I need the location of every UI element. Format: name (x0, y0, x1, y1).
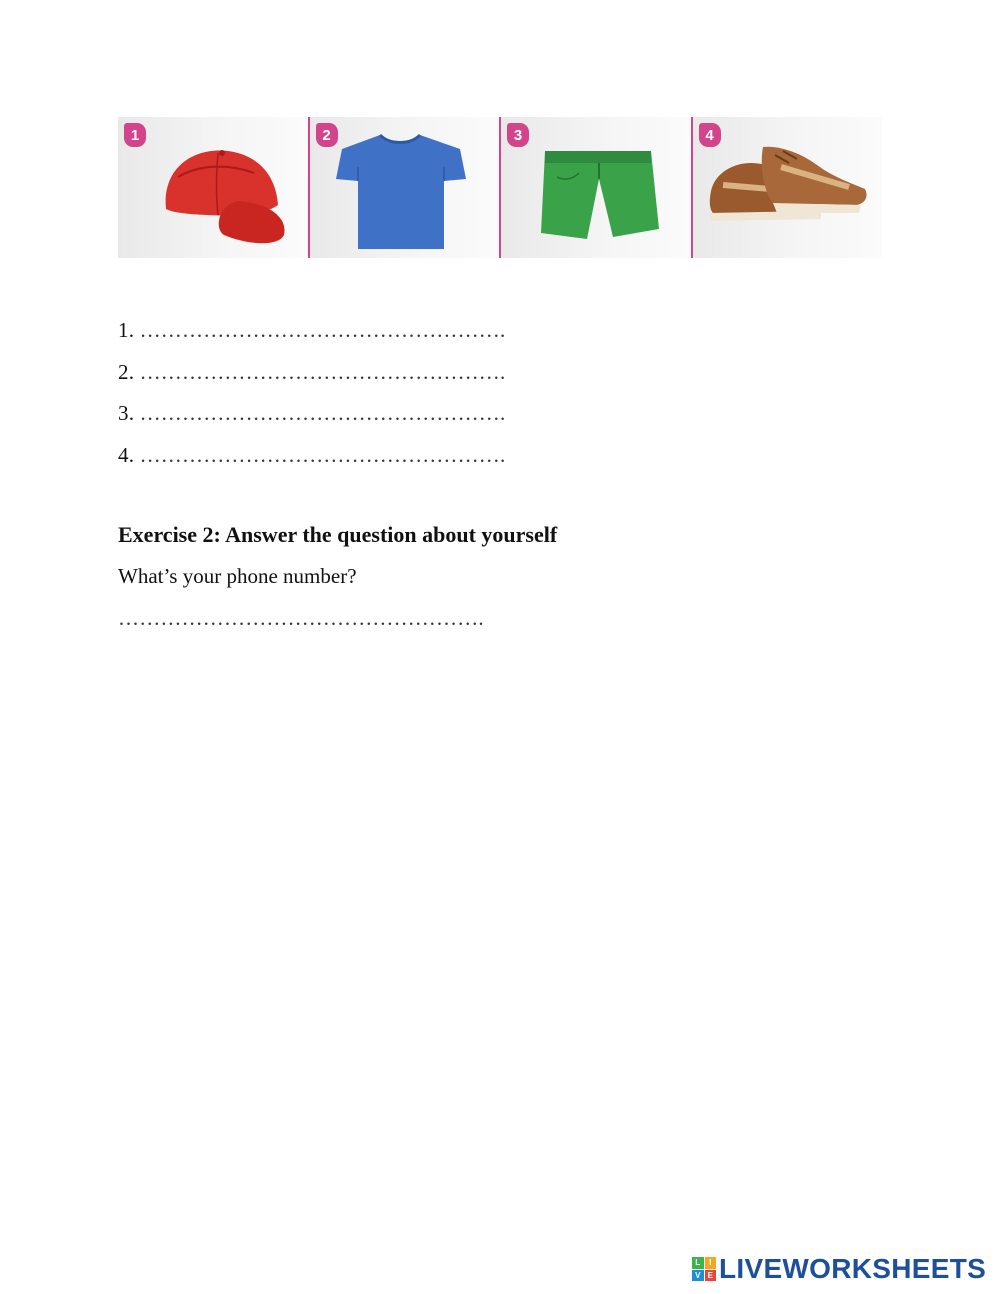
exercise2-heading: Exercise 2: Answer the question about yourself (118, 522, 558, 547)
answer-line-1 (118, 315, 505, 357)
number-tag: 2 (316, 123, 338, 147)
line-number: 2. (118, 359, 135, 384)
picture-shorts (499, 117, 691, 258)
logo-letter: I (705, 1257, 717, 1269)
green-shorts-icon (501, 117, 680, 258)
exercise1-answer-lines (118, 315, 505, 481)
exercise2-answer-blank[interactable]: ……………………………………………. (118, 606, 484, 630)
answer-blank[interactable]: ……………………………………………. (139, 442, 506, 467)
blue-tshirt-icon (310, 117, 489, 258)
exercise2-question: What’s your phone number? (118, 564, 357, 588)
brown-shoes-icon (693, 117, 883, 258)
answer-blank[interactable]: ……………………………………………. (139, 401, 506, 425)
logo-letter: E (705, 1270, 717, 1282)
picture-shoes (691, 117, 883, 258)
answer-line-2 (118, 357, 505, 399)
brand-logo-icon (692, 1257, 716, 1281)
answer-blank[interactable]: ……………………………………………. (139, 318, 506, 342)
number-tag: 1 (124, 123, 146, 147)
line-number: 1. (118, 318, 135, 342)
brand-name: LIVEWORKSHEETS (719, 1253, 987, 1284)
logo-letter: V (692, 1270, 704, 1282)
line-number: 3. (118, 401, 135, 425)
number-tag: 4 (699, 123, 721, 147)
picture-cap (118, 117, 308, 258)
red-cap-icon (118, 117, 307, 258)
picture-tshirt (308, 117, 500, 258)
answer-blank[interactable]: ……………………………………………. (139, 359, 506, 384)
line-number: 4. (118, 442, 135, 467)
liveworksheets-logo (692, 1254, 986, 1284)
logo-letter: L (692, 1257, 704, 1269)
answer-line-4 (118, 440, 505, 482)
number-tag: 3 (507, 123, 529, 147)
answer-line-3 (118, 398, 505, 440)
picture-strip (118, 117, 882, 258)
